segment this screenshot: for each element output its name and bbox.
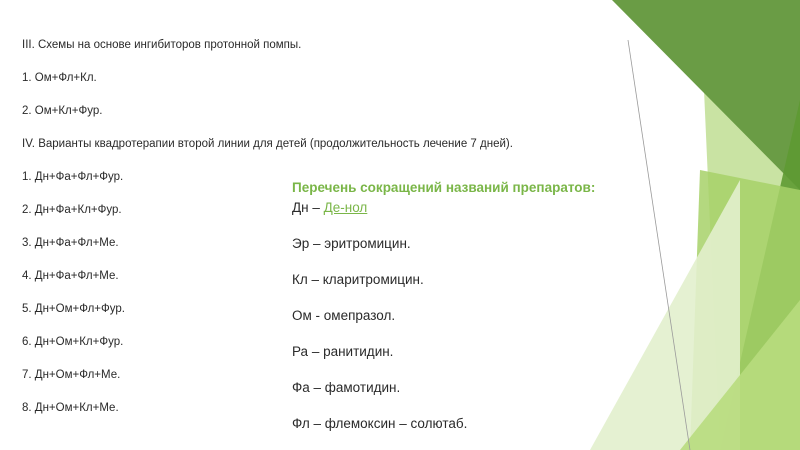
abbreviation-item-fl: Фл – флемоксин – солютаб.	[292, 416, 468, 431]
section-iii-heading: III. Схемы на основе ингибиторов протонной помпы.	[22, 39, 302, 51]
list-item: 8. Дн+Ом+Кл+Ме.	[22, 402, 119, 414]
abbreviation-item-fa: Фа – фамотидин.	[292, 380, 401, 395]
list-item: 5. Дн+Ом+Фл+Фур.	[22, 303, 125, 315]
list-item: 2. Дн+Фа+Кл+Фур.	[22, 204, 122, 216]
abbreviation-prefix: Дн –	[292, 200, 324, 215]
list-item: 6. Дн+Ом+Кл+Фур.	[22, 336, 124, 348]
abbreviation-item-kl: Кл – кларитромицин.	[292, 272, 424, 287]
list-item: 1. Ом+Фл+Кл.	[22, 72, 97, 84]
abbreviation-item-dn	[292, 200, 367, 215]
list-item: 4. Дн+Фа+Фл+Ме.	[22, 270, 119, 282]
de-nol-link[interactable]: Де-нол	[323, 200, 368, 215]
abbreviation-item-om: Ом - омепразол.	[292, 308, 396, 323]
list-item: 2. Ом+Кл+Фур.	[22, 105, 103, 117]
section-iv-heading: IV. Варианты квадротерапии второй линии для детей (продолжительность лечение 7 дней).	[22, 138, 513, 150]
list-item: 7. Дн+Ом+Фл+Ме.	[22, 369, 121, 381]
abbreviation-item-ra: Ра – ранитидин.	[292, 344, 394, 359]
abbreviations-heading: Перечень сокращений названий препаратов:	[292, 180, 596, 195]
list-item: 1. Дн+Фа+Фл+Фур.	[22, 171, 124, 183]
list-item: 3. Дн+Фа+Фл+Ме.	[22, 237, 119, 249]
abbreviation-item-er: Эр – эритромицин.	[292, 236, 411, 251]
